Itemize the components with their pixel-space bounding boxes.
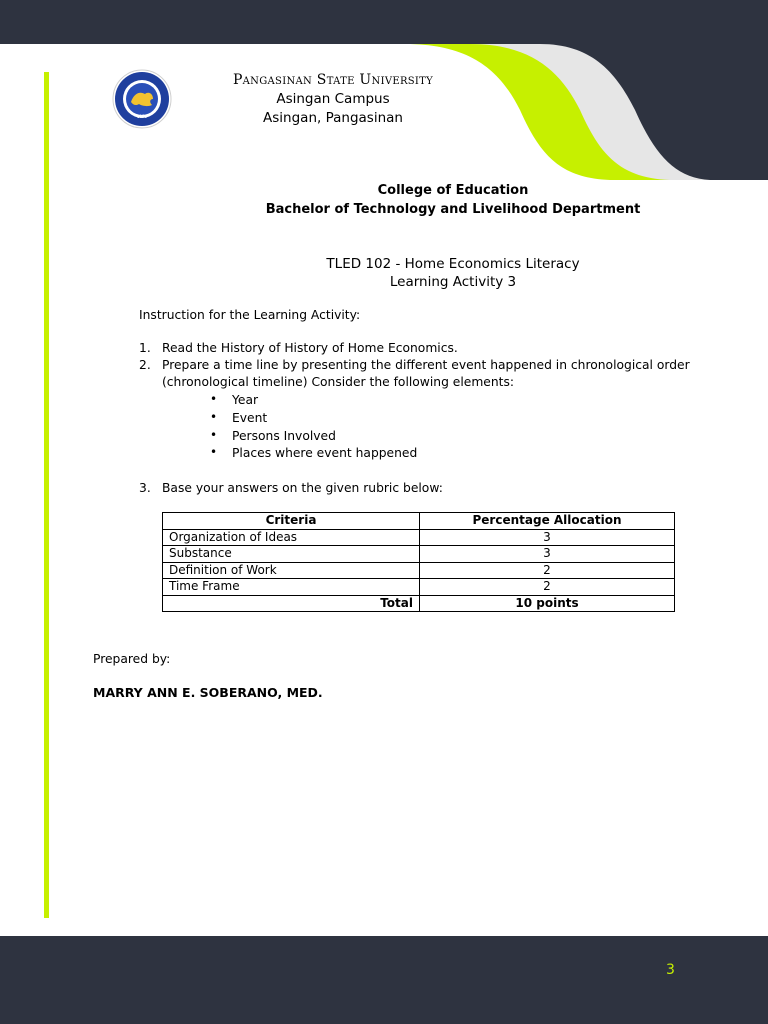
department-name: Bachelor of Technology and Livelihood Department: [265, 202, 641, 217]
page-number: 3: [666, 962, 675, 978]
column-header: Percentage Allocation: [420, 513, 675, 530]
criteria-cell: Time Frame: [163, 579, 420, 596]
criteria-cell: Definition of Work: [163, 562, 420, 579]
allocation-cell: 2: [420, 579, 675, 596]
item-number: 2.: [139, 358, 151, 372]
element-item: Event: [232, 411, 268, 425]
campus-name: Asingan Campus: [276, 91, 390, 107]
item-number: 1.: [139, 341, 151, 355]
allocation-cell: 3: [420, 546, 675, 563]
column-header: Criteria: [163, 513, 420, 530]
instruction-item: Prepare a time line by presenting the different event happened in chronological order: [162, 358, 690, 372]
bullet-icon: •: [210, 392, 218, 406]
allocation-cell: 3: [420, 529, 675, 546]
instruction-item: Read the History of History of Home Economics.: [162, 341, 458, 355]
page-footer: [0, 936, 768, 1024]
course-title: TLED 102 - Home Economics Literacy: [326, 256, 580, 272]
instruction-item: Base your answers on the given rubric below:: [162, 481, 443, 495]
activity-title: Learning Activity 3: [389, 274, 517, 290]
criteria-cell: Substance: [163, 546, 420, 563]
left-accent-bar: [44, 72, 49, 918]
university-name: Pangasinan State University: [232, 72, 434, 88]
element-item: Persons Involved: [232, 429, 336, 443]
bullet-icon: •: [210, 428, 218, 442]
table-row: [163, 562, 675, 579]
element-item: Year: [232, 393, 259, 407]
table-row: [163, 529, 675, 546]
total-label: Total: [163, 595, 420, 612]
college-name: College of Education: [377, 183, 529, 198]
allocation-cell: 2: [420, 562, 675, 579]
table-row: [163, 546, 675, 563]
svg-text:1970: 1970: [136, 114, 148, 119]
element-item: Places where event happened: [232, 446, 418, 460]
prepared-by-label: Prepared by:: [93, 652, 171, 666]
criteria-cell: Organization of Ideas: [163, 529, 420, 546]
bullet-icon: •: [210, 410, 218, 424]
table-row: [163, 579, 675, 596]
table-total-row: [163, 595, 675, 612]
instruction-item-continued: (chronological timeline) Consider the following elements:: [162, 375, 515, 389]
bullet-icon: •: [210, 445, 218, 459]
total-value: 10 points: [420, 595, 675, 612]
table-header-row: [163, 513, 675, 530]
instruction-heading: Instruction for the Learning Activity:: [139, 308, 361, 322]
campus-location: Asingan, Pangasinan: [263, 110, 403, 126]
item-number: 3.: [139, 481, 151, 495]
preparer-name: MARRY ANN E. SOBERANO, MED.: [93, 685, 323, 700]
rubric-table: [162, 512, 675, 612]
